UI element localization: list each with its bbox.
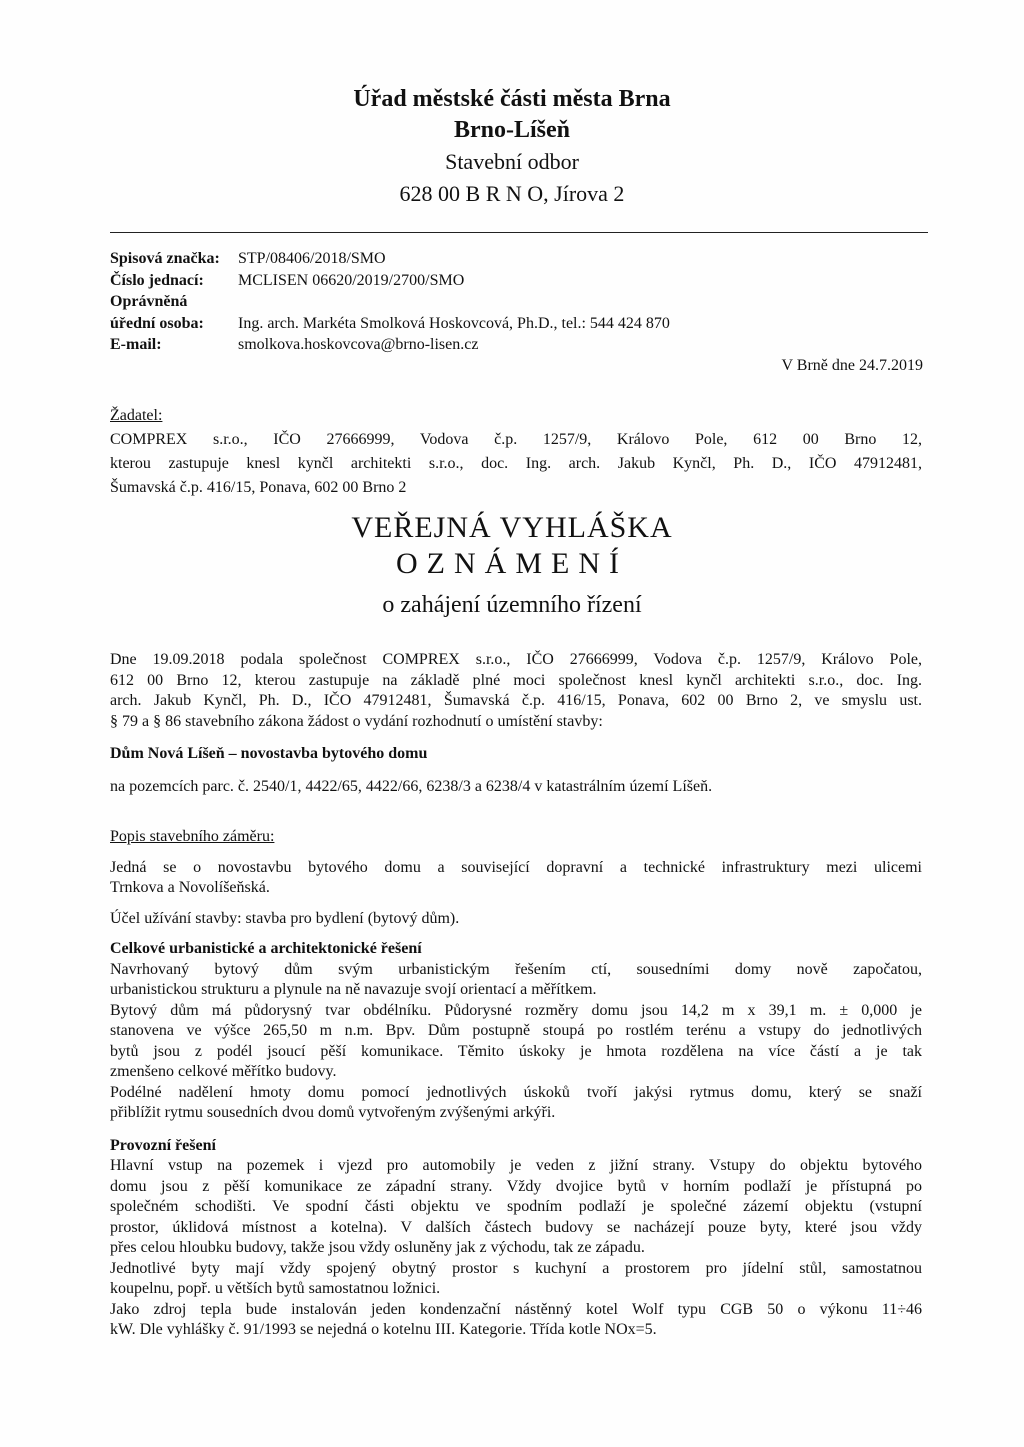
cislo-value: MCLISEN 06620/2019/2700/SMO [238,271,465,289]
meta-row-cislo [110,270,670,292]
urban-line-1: Navrhovaný bytový dům svým urbanistickým řešením ctí, sousedními domy nově započatou, [110,960,922,978]
osoba-value: Ing. arch. Markéta Smolková Hoskovcová, Ph.D., tel.: 544 424 870 [238,314,670,332]
urban-line-3: Bytový dům má půdorysný tvar obdélníku. Půdorysné rozměry domu jsou 14,2 m x 39,1 m. ± 0,000 je [110,1001,922,1019]
cislo-label: Číslo jednací: [110,271,204,289]
requester-line-3: Šumavská č.p. 416/15, Ponava, 602 00 Brno 2 [110,479,407,496]
intro-line-4: § 79 a § 86 stavebního zákona žádost o vydání rozhodnutí o umístění stavby: [110,712,603,730]
meta-row-osoba [110,313,670,335]
meta-row-spisova [110,248,670,270]
intro-line-3: arch. Jakub Kynčl, Ph. D., IČO 47912481, Šumavská č.p. 416/15, Ponava, 602 00 Brno 2, ve smyslu ust. [110,692,922,709]
requester-block [110,404,922,500]
spisova-label: Spisová značka: [110,250,220,267]
urban-line-2: urbanistickou strukturu a plynule na ně navazuje svojí orientací a měřítkem. [110,981,597,998]
notice-title [0,510,1024,628]
intro-line-2: 612 00 Brno 12, kterou zastupuje na základě plné moci společnost knesl kynčl architekti s.r.o., doc. Ing. [110,671,922,689]
office-department: Stavební odbor [445,149,579,174]
requester-line-2: kterou zastupuje knesl kynčl architekti s.r.o., doc. Ing. arch. Jakub Kynčl, Ph. D., IČO 47912481, [110,455,922,472]
urban-line-8: přiblížit rytmu sousedních dvou domů vytvořeným zvýšenými arkýři. [110,1104,556,1121]
urban-line-5: bytů jsou z podél jsoucí pěší komunikace. Těmito úskoky je hmota rozdělena na více částí a je tak [110,1042,922,1060]
opravnena-label: Oprávněná [110,293,188,310]
office-header [0,84,1024,210]
file-metadata [110,248,670,356]
office-district: Brno-Líšeň [453,117,570,143]
provoz-heading: Provozní řešení [110,1136,216,1154]
header-divider [110,232,928,233]
title-subject: o zahájení územního řízení [382,592,642,618]
meta-row-email [110,334,670,356]
popis-line-1: Jedná se o novostavbu bytového domu a související dopravní a technické infrastruktury mezi ulicemi [110,858,922,876]
parcels-line: na pozemcích parc. č. 2540/1, 4422/65, 4422/66, 6238/3 a 6238/4 v katastrálním území Líšeň. [110,777,713,795]
intro-line-1: Dne 19.09.2018 podala společnost COMPREX s.r.o., IČO 27666999, Vodova č.p. 1257/9, Královo Pole, [110,651,922,668]
email-value[interactable]: smolkova.hoskovcova@brno-lisen.cz [238,336,479,353]
provoz-line-8: Jako zdroj tepla bude instalován jeden kondenzační nástěnný kotel Wolf typu CGB 50 o výkonu 11÷46 [110,1300,922,1318]
provoz-line-2: domu jsou z pěší komunikace ze západní strany. Vždy dvojice bytů v horním podlaží je přístupná po [110,1177,922,1195]
notice-body [110,650,922,1341]
office-name: Úřad městské části města Brna [353,86,671,112]
provoz-line-4: prostor, úklidová místnost a kotelna). V dalších částech budovy se nacházejí pouze byty, které jsou vždy [110,1218,922,1236]
office-address: 628 00 B R N O, Jírova 2 [399,181,625,206]
meta-row-opravnena [110,291,670,313]
provoz-line-7: koupelnu, popř. u větších bytů samostatnou ložnici. [110,1280,441,1297]
osoba-label: úřední osoba: [110,314,204,332]
provoz-line-5: přes celou hloubku budovy, takže jsou vždy osluněny jak z východu, tak ze západu. [110,1239,645,1256]
title-public-notice: VEŘEJNÁ VYHLÁŠKA [351,511,673,544]
provoz-line-6: Jednotlivé byty mají vždy spojený obytný prostor s kuchyní a prostorem pro jídelní stůl, samostatnou [110,1259,922,1277]
provoz-line-3: společném schodišti. Ve spodní části objektu ve spodním podlaží je společné zázemí objektu (vstupní [110,1198,922,1215]
popis-heading: Popis stavebního záměru: [110,828,275,845]
urban-line-4: stanovena ve výšce 265,50 m n.m. Bpv. Dům postupně stoupá po rostlém terénu a vstupy do jednotlivých [110,1022,922,1039]
urban-line-6: zmenšeno celkové měřítko budovy. [110,1063,337,1080]
provoz-line-9: kW. Dle vyhlášky č. 91/1993 se nejedná o kotelnu III. Kategorie. Třída kotle NOx=5. [110,1321,657,1338]
requester-label: Žadatel: [110,407,163,424]
urban-line-7: Podélné nadělení hmoty domu pomocí jednotlivých úskoků tvoří jakýsi rytmus domu, který se snaží [110,1083,922,1101]
requester-line-1: COMPREX s.r.o., IČO 27666999, Vodova č.p. 1257/9, Královo Pole, 612 00 Brno 12, [110,431,922,448]
provoz-line-1: Hlavní vstup na pozemek i vjezd pro automobily je veden z jižní strany. Vstupy do objektu bytového [110,1157,922,1174]
title-announcement: OZNÁMENÍ [396,547,628,580]
email-label: E-mail: [110,336,162,353]
urban-heading: Celkové urbanistické a architektonické řešení [110,940,422,957]
building-name: Dům Nová Líšeň – novostavba bytového domu [110,745,428,762]
popis-line-2: Trnkova a Novolíšeňská. [110,879,270,896]
document-date: V Brně dne 24.7.2019 [781,357,923,374]
ucel-line: Účel užívání stavby: stavba pro bydlení (bytový dům). [110,909,460,927]
spisova-value: STP/08406/2018/SMO [238,250,386,267]
